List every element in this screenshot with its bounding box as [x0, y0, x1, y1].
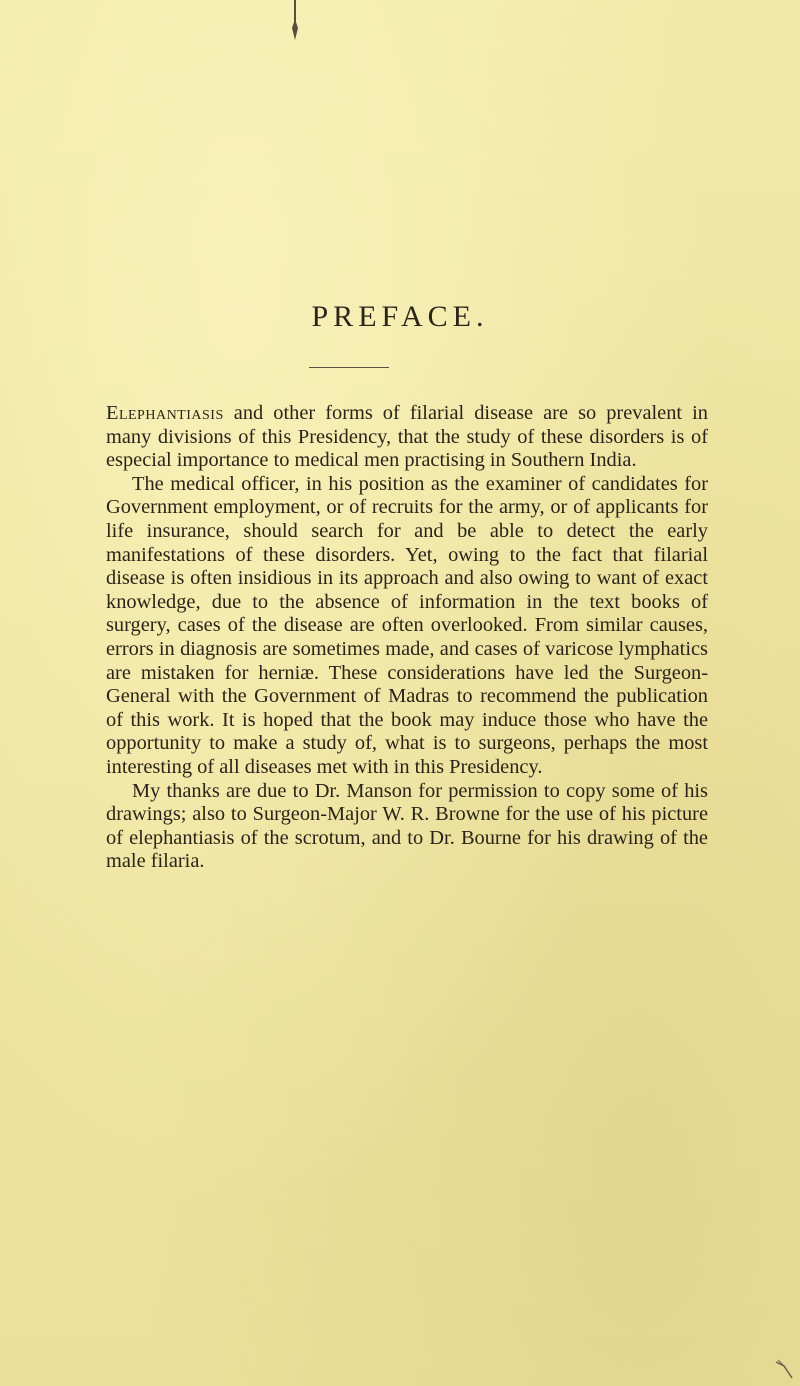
paragraph-2 [106, 473, 708, 780]
paragraph-lead: Elephantiasis [106, 402, 224, 424]
paragraph-1 [106, 402, 708, 473]
ink-speck-icon [287, 0, 303, 42]
preface-body [106, 402, 708, 874]
paragraph-3 [106, 780, 708, 874]
paragraph-text: My thanks are due to Dr. Manson for permission to copy some of his drawings; also to Surgeon-Major W. R. Browne for the use of his picture of elephantiasis of the scrotum, and to Dr. Bourne for his drawing of the male filaria. [106, 779, 708, 873]
paragraph-text: The medical officer, in his position as the examiner of candidates for Government employment, or of recruits for the army, or of applicants for life insurance, should search for and be able to detect the early manifestations of these disorders. Yet, owing to the fact that filarial disease is often insidious in its approach and also owing to want of exact knowledge, due to the absence of information in the text books of surgery, cases of the disease are often overlooked. From similar causes, errors in diagnosis are sometimes made, and cases of varicose lymphatics are mistaken for herniæ. These considerations have led the Surgeon-General with the Government of Madras to recommend the publication of this work. It is hoped that the book may induce those who have the opportunity to make a study of, what is to surgeons, perhaps the most interesting of all diseases met with in this Presidency. [106, 472, 708, 778]
paragraph-text: and other forms of filarial disease are so prevalent in many divisions of this Presidency, that the study of these disorders is of especial importance to medical men practising in Southern India. [106, 402, 708, 472]
corner-mark-icon [774, 1358, 794, 1380]
title-divider [309, 367, 389, 368]
page-title: PREFACE. [311, 300, 489, 333]
